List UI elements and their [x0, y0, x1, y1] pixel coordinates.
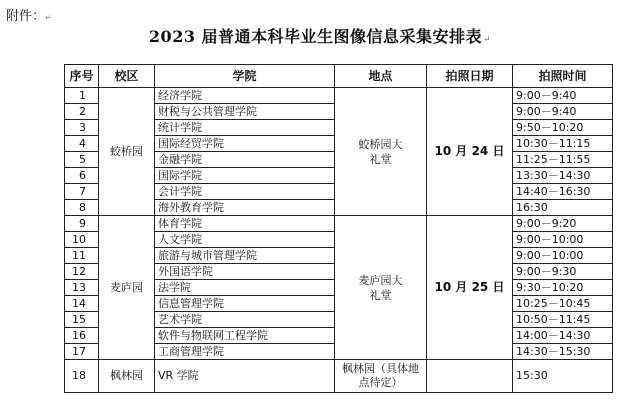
- header-no: 序号: [65, 65, 99, 88]
- row-no: 18: [65, 360, 99, 393]
- date-cell: 10 月 24 日: [427, 88, 513, 216]
- college-cell: 人文学院: [155, 232, 335, 248]
- college-cell: 信息管理学院: [155, 296, 335, 312]
- header-date: 拍照日期: [427, 65, 513, 88]
- header-location: 地点: [335, 65, 427, 88]
- location-cell: 枫林园（具体地点待定）: [335, 360, 427, 393]
- row-no: 3: [65, 120, 99, 136]
- time-cell: 9:00－9:40: [513, 104, 613, 120]
- table-row: [65, 88, 613, 104]
- row-no: 4: [65, 136, 99, 152]
- time-cell: 9:00－10:00: [513, 248, 613, 264]
- time-cell: 14:00－14:30: [513, 328, 613, 344]
- row-no: 13: [65, 280, 99, 296]
- row-no: 1: [65, 88, 99, 104]
- header-time: 拍照时间: [513, 65, 613, 88]
- row-no: 7: [65, 184, 99, 200]
- time-cell: 14:30－15:30: [513, 344, 613, 360]
- table-row: [65, 216, 613, 232]
- row-no: 9: [65, 216, 99, 232]
- college-cell: 软件与物联网工程学院: [155, 328, 335, 344]
- time-cell: 9:00－9:30: [513, 264, 613, 280]
- date-cell: 10 月 25 日: [427, 216, 513, 360]
- row-no: 5: [65, 152, 99, 168]
- row-no: 12: [65, 264, 99, 280]
- time-cell: 9:50－10:20: [513, 120, 613, 136]
- college-cell: 国际经贸学院: [155, 136, 335, 152]
- college-cell: 体育学院: [155, 216, 335, 232]
- time-cell: 16:30: [513, 200, 613, 216]
- row-no: 2: [65, 104, 99, 120]
- college-cell: 会计学院: [155, 184, 335, 200]
- college-cell: 外国语学院: [155, 264, 335, 280]
- time-cell: 15:30: [513, 360, 613, 393]
- campus-cell: 麦庐园: [99, 216, 155, 360]
- time-cell: 14:40－16:30: [513, 184, 613, 200]
- row-no: 14: [65, 296, 99, 312]
- college-cell: 工商管理学院: [155, 344, 335, 360]
- college-cell: 法学院: [155, 280, 335, 296]
- college-cell: 统计学院: [155, 120, 335, 136]
- table-row: [65, 360, 613, 393]
- time-cell: 10:30－11:15: [513, 136, 613, 152]
- location-cell: 蛟桥园大礼堂: [335, 88, 427, 216]
- time-cell: 13:30－14:30: [513, 168, 613, 184]
- attachment-label: 附件：↵: [6, 9, 52, 24]
- college-cell: 金融学院: [155, 152, 335, 168]
- campus-cell: 枫林园: [99, 360, 155, 393]
- row-no: 6: [65, 168, 99, 184]
- page-title: 2023 届普通本科毕业生图像信息采集安排表↵: [148, 27, 492, 46]
- table-header-row: [65, 65, 613, 88]
- college-cell: 旅游与城市管理学院: [155, 248, 335, 264]
- row-no: 10: [65, 232, 99, 248]
- row-no: 11: [65, 248, 99, 264]
- schedule-table: [64, 64, 613, 393]
- location-cell: 麦庐园大礼堂: [335, 216, 427, 360]
- row-no: 17: [65, 344, 99, 360]
- college-cell: VR 学院: [155, 360, 335, 393]
- header-campus: 校区: [99, 65, 155, 88]
- time-cell: 11:25－11:55: [513, 152, 613, 168]
- date-cell-empty: [427, 360, 513, 393]
- college-cell: 海外教育学院: [155, 200, 335, 216]
- time-cell: 10:50－11:45: [513, 312, 613, 328]
- time-cell: 9:30－10:20: [513, 280, 613, 296]
- row-no: 15: [65, 312, 99, 328]
- college-cell: 国际学院: [155, 168, 335, 184]
- college-cell: 经济学院: [155, 88, 335, 104]
- college-cell: 艺术学院: [155, 312, 335, 328]
- header-college: 学院: [155, 65, 335, 88]
- time-cell: 9:00－10:00: [513, 232, 613, 248]
- time-cell: 9:00－9:40: [513, 88, 613, 104]
- campus-cell: 蛟桥园: [99, 88, 155, 216]
- row-no: 8: [65, 200, 99, 216]
- college-cell: 财税与公共管理学院: [155, 104, 335, 120]
- time-cell: 9:00－9:20: [513, 216, 613, 232]
- row-no: 16: [65, 328, 99, 344]
- time-cell: 10:25－10:45: [513, 296, 613, 312]
